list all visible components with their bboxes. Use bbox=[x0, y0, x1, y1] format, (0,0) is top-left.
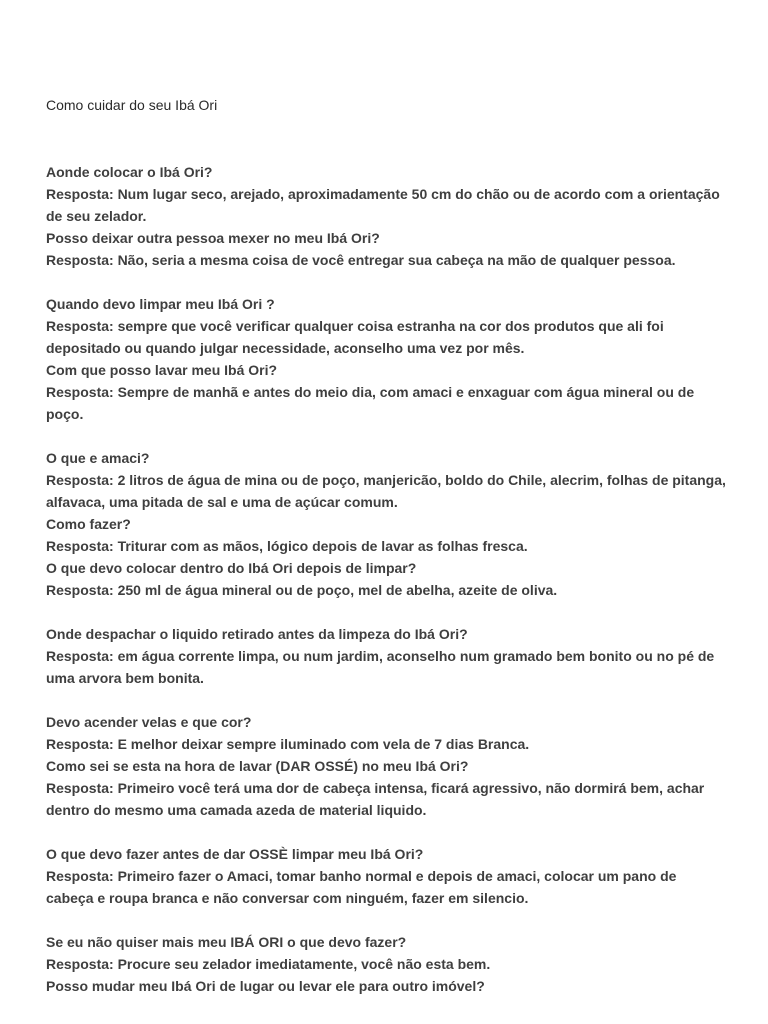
answer: Resposta: Procure seu zelador imediatamente, você não esta bem. bbox=[46, 956, 491, 972]
question: Como sei se esta na hora de lavar (DAR OSSÉ) no meu Ibá Ori? bbox=[46, 758, 469, 774]
question: Quando devo limpar meu Ibá Ori ? bbox=[46, 296, 275, 312]
qa-block bbox=[46, 293, 726, 425]
question: Aonde colocar o Ibá Ori? bbox=[46, 164, 213, 180]
answer: Resposta: Triturar com as mãos, lógico depois de lavar as folhas fresca. bbox=[46, 538, 528, 554]
answer: Resposta: Sempre de manhã e antes do meio dia, com amaci e enxaguar com água mineral ou de poço. bbox=[46, 384, 695, 422]
qa-block bbox=[46, 931, 726, 997]
answer: Resposta: E melhor deixar sempre iluminado com vela de 7 dias Branca. bbox=[46, 736, 530, 752]
page-title: Como cuidar do seu Ibá Ori bbox=[46, 97, 218, 113]
answer: Resposta: Não, seria a mesma coisa de você entregar sua cabeça na mão de qualquer pessoa. bbox=[46, 252, 676, 268]
answer: Resposta: Num lugar seco, arejado, aproximadamente 50 cm do chão ou de acordo com a orientação de seu zelador. bbox=[46, 186, 720, 224]
question: Se eu não quiser mais meu IBÁ ORI o que devo fazer? bbox=[46, 934, 407, 950]
qa-block bbox=[46, 843, 726, 909]
question: Devo acender velas e que cor? bbox=[46, 714, 252, 730]
qa-block bbox=[46, 447, 726, 601]
qa-block bbox=[46, 711, 726, 821]
qa-block bbox=[46, 623, 726, 689]
question: O que devo fazer antes de dar OSSÈ limpar meu Ibá Ori? bbox=[46, 846, 424, 862]
question: Com que posso lavar meu Ibá Ori? bbox=[46, 362, 278, 378]
answer: Resposta: 250 ml de água mineral ou de poço, mel de abelha, azeite de oliva. bbox=[46, 582, 558, 598]
question: O que devo colocar dentro do Ibá Ori depois de limpar? bbox=[46, 560, 417, 576]
qa-block bbox=[46, 161, 726, 271]
answer: Resposta: em água corrente limpa, ou num jardim, aconselho num gramado bem bonito ou no pé de uma arvora bem bonita. bbox=[46, 648, 715, 686]
answer: Resposta: Primeiro fazer o Amaci, tomar banho normal e depois de amaci, colocar um pano de cabeça e roupa branca e não conversar com ninguém, fazer em silencio. bbox=[46, 868, 677, 906]
question: Como fazer? bbox=[46, 516, 131, 532]
question: Posso mudar meu Ibá Ori de lugar ou levar ele para outro imóvel? bbox=[46, 978, 485, 994]
question: O que e amaci? bbox=[46, 450, 150, 466]
answer: Resposta: sempre que você verificar qualquer coisa estranha na cor dos produtos que ali foi depositado ou quando julgar necessidade, aconselho uma vez por mês. bbox=[46, 318, 664, 356]
question: Onde despachar o liquido retirado antes da limpeza do Ibá Ori? bbox=[46, 626, 468, 642]
question: Posso deixar outra pessoa mexer no meu Ibá Ori? bbox=[46, 230, 380, 246]
answer: Resposta: 2 litros de água de mina ou de poço, manjericão, boldo do Chile, alecrim, folhas de pitanga, alfavaca, uma pitada de sal e uma de açúcar comum. bbox=[46, 472, 726, 510]
answer: Resposta: Primeiro você terá uma dor de cabeça intensa, ficará agressivo, não dormirá bem, achar dentro do mesmo uma camada azeda de material liquido. bbox=[46, 780, 705, 818]
document-body bbox=[46, 161, 726, 1019]
